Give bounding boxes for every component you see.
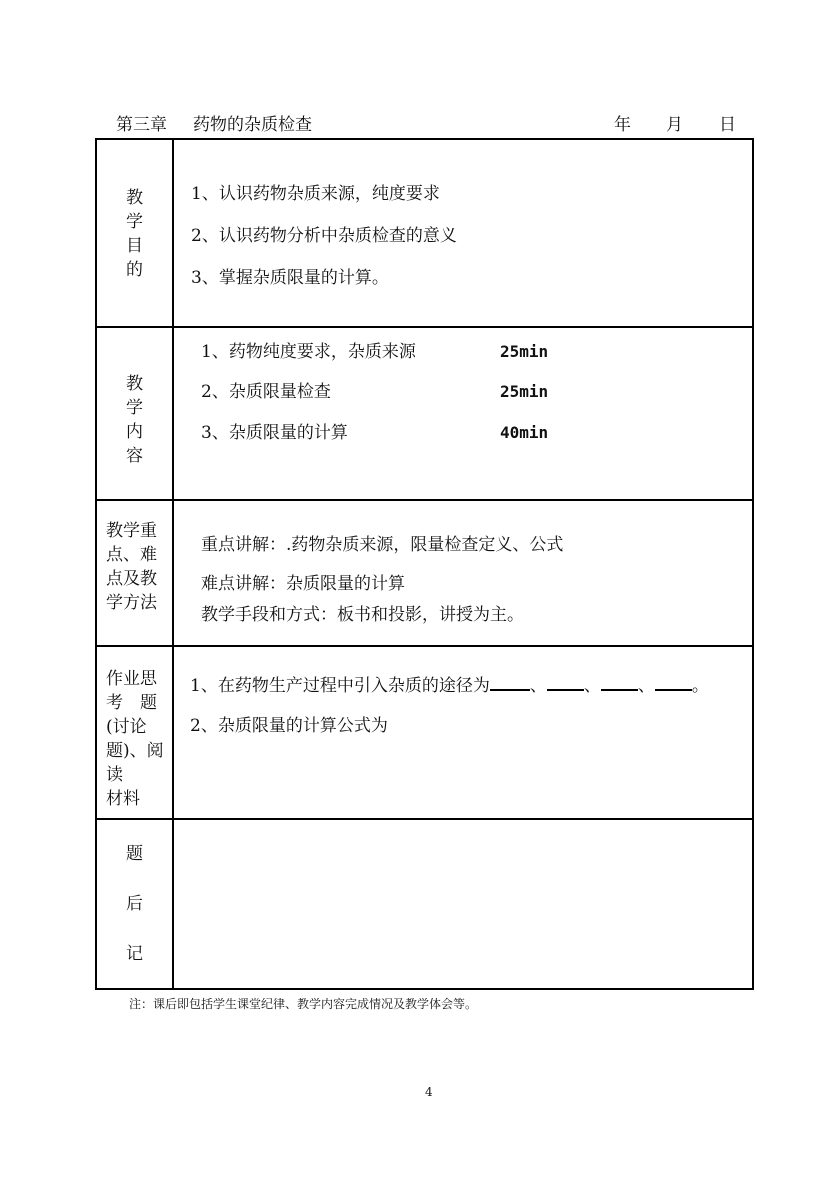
column-divider: [172, 820, 174, 988]
content-row: [97, 328, 752, 501]
page-number: 4: [425, 1085, 433, 1099]
content-duration: 40min: [500, 423, 549, 442]
date-day-label: 日: [719, 115, 736, 135]
content-duration: 25min: [500, 342, 549, 361]
homework-question-1: 1、在药物生产过程中引入杂质的途径为 、 、 、 。: [190, 671, 709, 698]
footnote: 注：课后即包括学生课堂纪律、教学内容完成情况及教学体会等。: [129, 997, 478, 1011]
lesson-plan-table: [95, 138, 754, 990]
methods-difficult-points: 难点讲解：杂质限量的计算: [201, 574, 405, 594]
column-divider: [172, 501, 174, 645]
date-year-label: 年: [614, 115, 631, 135]
homework-row: [97, 647, 752, 820]
homework-question-2: 2、杂质限量的计算公式为: [190, 716, 388, 736]
date-month-label: 月: [666, 115, 683, 135]
column-divider: [172, 647, 174, 818]
column-divider: [172, 140, 174, 326]
answer-blank[interactable]: [547, 671, 584, 691]
methods-key-points: 重点讲解：.药物杂质来源，限量检查定义、公式: [201, 535, 564, 555]
content-item: 3、杂质限量的计算: [201, 423, 348, 443]
objective-item: 3、掌握杂质限量的计算。: [191, 268, 389, 288]
homework-label: 作业思 考 题 (讨论 题)、阅 读 材料: [106, 669, 164, 809]
notes-after-row: [97, 820, 752, 988]
content-duration: 25min: [500, 382, 549, 401]
content-label: 教 学 内 容: [126, 374, 143, 466]
methods-row: [97, 501, 752, 647]
answer-blank[interactable]: [601, 671, 638, 691]
objectives-label: 教 学 目 的: [126, 188, 143, 280]
objective-item: 1、认识药物杂质来源，纯度要求: [191, 184, 440, 204]
methods-teaching-means: 教学手段和方式：板书和投影，讲授为主。: [201, 605, 524, 625]
objectives-row: [97, 140, 752, 328]
notes-after-label: 题 后 记: [126, 844, 143, 964]
answer-blank[interactable]: [655, 671, 692, 691]
column-divider: [172, 328, 174, 499]
methods-label: 教学重 点、难 点及教 学方法: [106, 521, 157, 613]
chapter-title: 药物的杂质检查: [193, 115, 312, 135]
content-item: 2、杂质限量检查: [201, 382, 331, 402]
objective-item: 2、认识药物分析中杂质检查的意义: [191, 226, 457, 246]
chapter-number: 第三章: [116, 115, 167, 135]
answer-blank[interactable]: [490, 671, 530, 691]
content-item: 1、药物纯度要求，杂质来源: [201, 342, 416, 362]
